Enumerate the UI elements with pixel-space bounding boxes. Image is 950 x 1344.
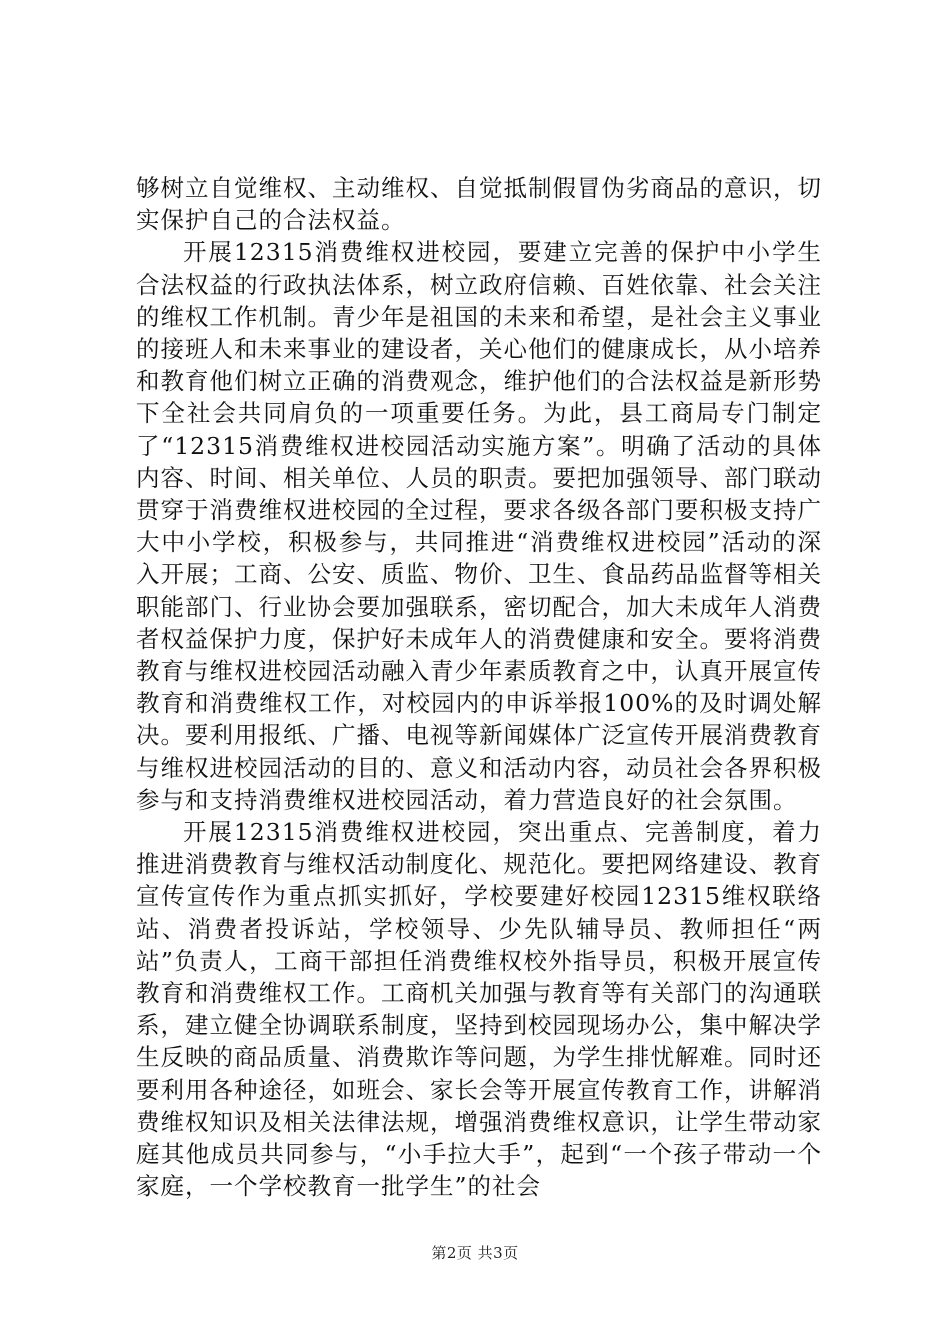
body-text (136, 172, 822, 1203)
paragraph-2: 开展12315消费维权进校园，要建立完善的保护中小学生合法权益的行政执法体系，树立政府信赖、百姓依靠、社会关注的维权工作机制。青少年是祖国的未来和希望，是社会主义事业的接班人和未来事业的建设者，关心他们的健康成长，从小培养和教育他们树立正确的消费观念，维护他们的合法权益是新形势下全社会共同肩负的一项重要任务。为此，县工商局专门制定了“12315消费维权进校园活动实施方案”。明确了活动的具体内容、时间、相关单位、人员的职责。要把加强领导、部门联动贯穿于消费维权进校园的全过程，要求各级各部门要积极支持广大中小学校，积极参与，共同推进“消费维权进校园”活动的深入开展；工商、公安、质监、物价、卫生、食品药品监督等相关职能部门、行业协会要加强联系，密切配合，加大未成年人消费者权益保护力度，保护好未成年人的消费健康和安全。要将消费教育与维权进校园活动融入青少年素质教育之中，认真开展宣传教育和消费维权工作，对校园内的申诉举报100%的及时调处解决。要利用报纸、广播、电视等新闻媒体广泛宣传开展消费教育与维权进校园活动的目的、意义和活动内容，动员社会各界积极参与和支持消费维权进校园活动，着力营造良好的社会氛围。 (136, 238, 822, 814)
paragraph-3: 开展12315消费维权进校园，突出重点、完善制度，着力推进消费教育与维权活动制度化、规范化。要把网络建设、教育宣传宣传作为重点抓实抓好，学校要建好校园12315维权联络站、消费者投诉站，学校领导、少先队辅导员、教师担任“两站”负责人，工商干部担任消费维权校外指导员，积极开展宣传教育和消费维权工作。工商机关加强与教育等有关部门的沟通联系，建立健全协调联系制度，坚持到校园现场办公，集中解决学生反映的商品质量、消费欺诈等问题，为学生排忧解难。同时还要利用各种途径，如班会、家长会等开展宣传教育工作，讲解消费维权知识及相关法律法规，增强消费维权意识，让学生带动家庭其他成员共同参与，“小手拉大手”，起到“一个孩子带动一个家庭，一个学校教育一批学生”的社会 (136, 818, 822, 1201)
page-footer: 第2页 共3页 (431, 1244, 519, 1262)
paragraph-1: 够树立自觉维权、主动维权、自觉抵制假冒伪劣商品的意识，切实保护自己的合法权益。 (136, 174, 822, 235)
